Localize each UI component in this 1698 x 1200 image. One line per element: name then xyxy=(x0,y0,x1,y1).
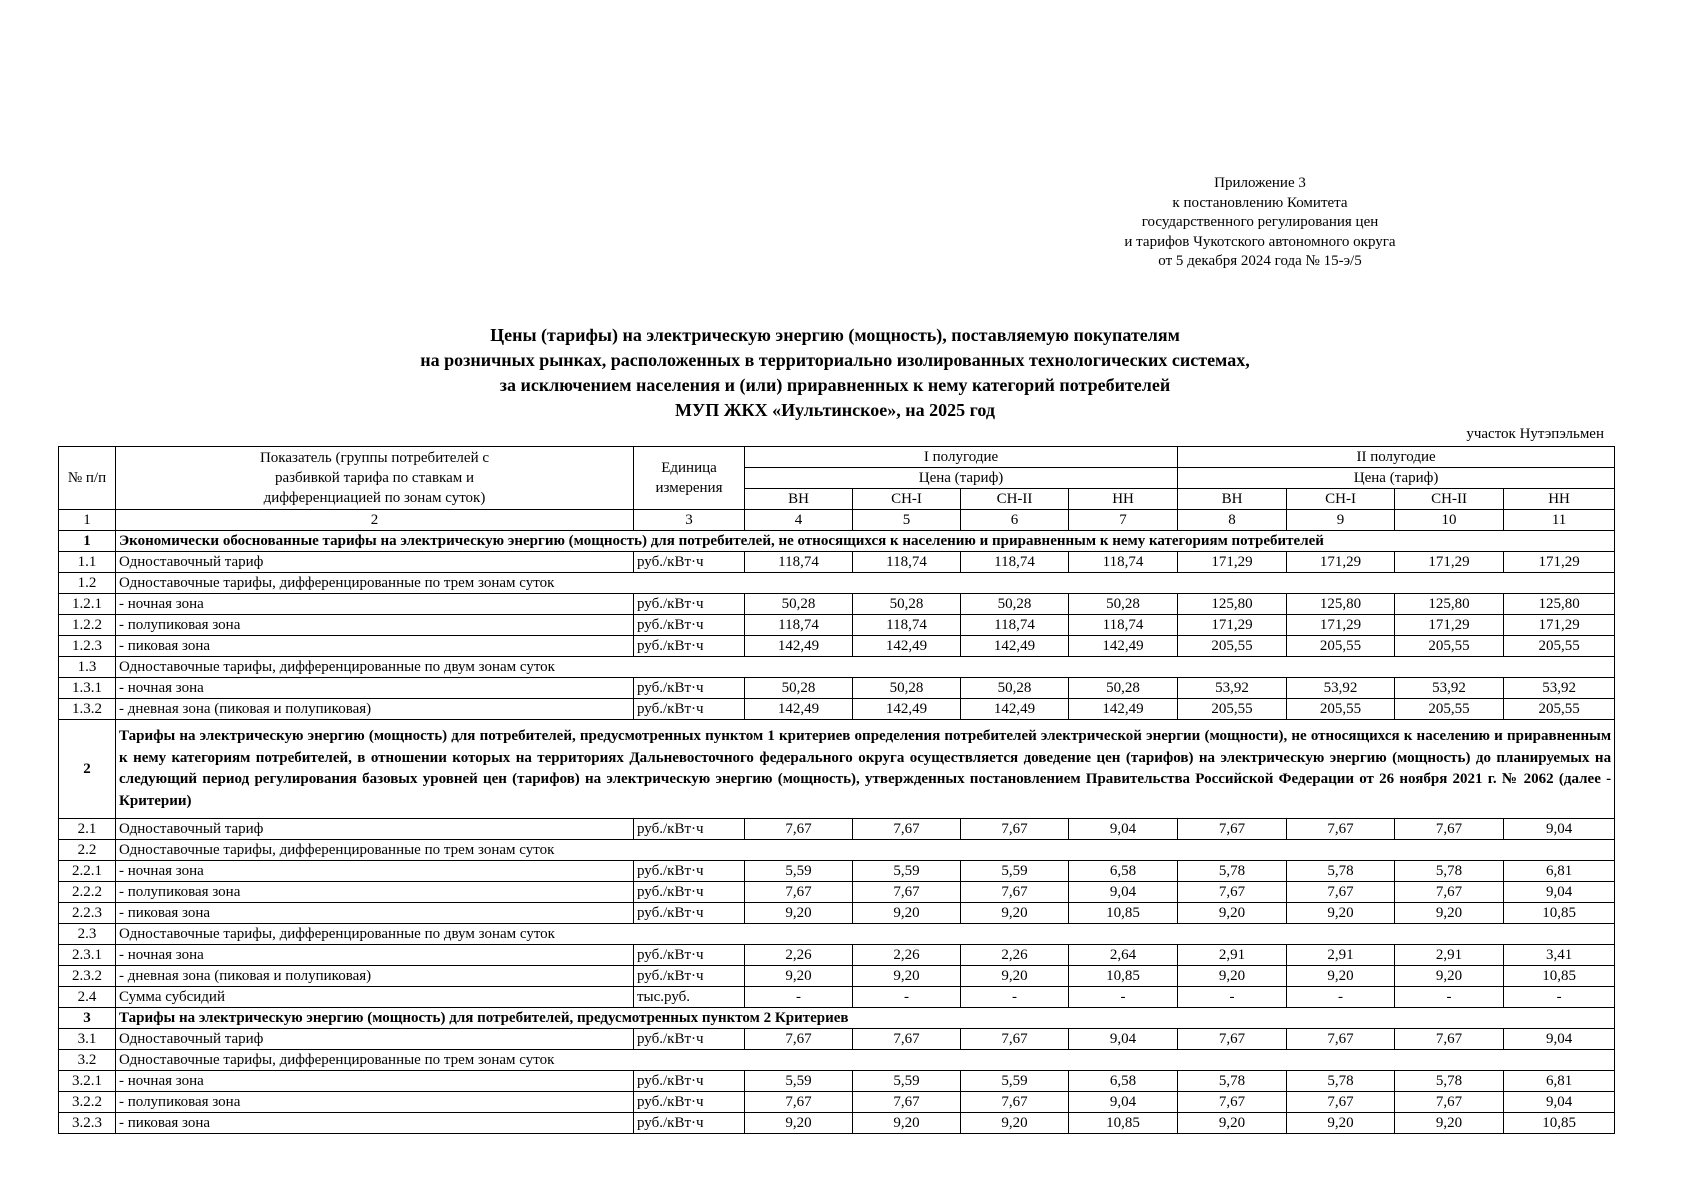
section-heading: Тарифы на электрическую энергию (мощность) для потребителей, предусмотренных пунктом 1 критериев определения потребителей электрической энергии (мощности), не относящихся к населению и приравненным к нему категориям потребителей, в отношении которых на территориях Дальневосточного федерального округа осуществляется доведение цен (тарифов) на электрическую энергию (мощность) до планируемых на следующий период регулирования базовых уровней цен (тарифов) на электрическую энергию (мощность), утвержденных постановлением Правительства Российской Федерации от 26 ноября 2021 г. № 2062 (далее - Критерии) xyxy=(116,720,1615,819)
tariff-value: 171,29 xyxy=(1178,552,1287,573)
tariff-value: - xyxy=(1395,987,1504,1008)
table-row xyxy=(59,657,1615,678)
tariff-value: 7,67 xyxy=(853,882,961,903)
tariff-value: - xyxy=(1178,987,1287,1008)
tariff-value: 9,04 xyxy=(1069,882,1178,903)
tariff-value: 9,20 xyxy=(1178,1113,1287,1134)
row-number: 1.3 xyxy=(59,657,116,678)
row-unit: руб./кВт·ч xyxy=(634,1071,745,1092)
row-label: - пиковая зона xyxy=(116,903,634,924)
appendix-block xyxy=(1090,174,1430,272)
row-number: 3.2 xyxy=(59,1050,116,1071)
tariff-value: 2,91 xyxy=(1178,945,1287,966)
tariff-value: 5,78 xyxy=(1178,861,1287,882)
row-unit: руб./кВт·ч xyxy=(634,1113,745,1134)
tariff-value: 142,49 xyxy=(961,636,1069,657)
tariff-value: 7,67 xyxy=(745,1092,853,1113)
tariff-value: 5,59 xyxy=(745,861,853,882)
row-unit: руб./кВт·ч xyxy=(634,882,745,903)
tariff-value: 5,59 xyxy=(961,861,1069,882)
tariff-value: 118,74 xyxy=(745,615,853,636)
tariff-value: 2,91 xyxy=(1395,945,1504,966)
row-label: - дневная зона (пиковая и полупиковая) xyxy=(116,966,634,987)
tariff-value: 7,67 xyxy=(853,819,961,840)
table-body xyxy=(59,531,1615,1134)
tariff-value: 53,92 xyxy=(1287,678,1395,699)
tariff-value: 205,55 xyxy=(1395,636,1504,657)
table-row xyxy=(59,945,1615,966)
table-row xyxy=(59,903,1615,924)
tariff-value: 9,20 xyxy=(853,966,961,987)
header-voltage-level: ВН xyxy=(745,489,853,510)
table-row xyxy=(59,1008,1615,1029)
tariff-value: 10,85 xyxy=(1069,1113,1178,1134)
row-number: 2.2.2 xyxy=(59,882,116,903)
row-number: 2.1 xyxy=(59,819,116,840)
table-row xyxy=(59,636,1615,657)
tariff-value: 7,67 xyxy=(1287,1029,1395,1050)
tariff-value: 10,85 xyxy=(1069,966,1178,987)
header-column-number: 7 xyxy=(1069,510,1178,531)
row-label: - ночная зона xyxy=(116,945,634,966)
header-column-number: 3 xyxy=(634,510,745,531)
tariff-value: 142,49 xyxy=(961,699,1069,720)
section-label: участок Нутэпэльмен xyxy=(1466,426,1604,442)
tariff-value: 9,20 xyxy=(961,966,1069,987)
tariff-value: 7,67 xyxy=(1395,882,1504,903)
section-heading: Экономически обоснованные тарифы на электрическую энергию (мощность) для потребителей, не относящихся к населению и приравненным к нему категориям потребителей xyxy=(116,531,1615,552)
tariff-value: 50,28 xyxy=(1069,594,1178,615)
tariff-value: 9,20 xyxy=(853,903,961,924)
row-label: - дневная зона (пиковая и полупиковая) xyxy=(116,699,634,720)
tariff-value: 7,67 xyxy=(961,882,1069,903)
row-number: 1.2 xyxy=(59,573,116,594)
table-row xyxy=(59,552,1615,573)
row-unit: руб./кВт·ч xyxy=(634,594,745,615)
tariff-value: 7,67 xyxy=(1395,819,1504,840)
tariff-value: 5,59 xyxy=(853,861,961,882)
table-row xyxy=(59,1092,1615,1113)
tariff-value: - xyxy=(1504,987,1615,1008)
tariff-value: 118,74 xyxy=(853,552,961,573)
tariff-value: 7,67 xyxy=(745,882,853,903)
tariff-value: 50,28 xyxy=(853,678,961,699)
tariff-value: 9,04 xyxy=(1504,1092,1615,1113)
header-voltage-level: ВН xyxy=(1178,489,1287,510)
table-row xyxy=(59,594,1615,615)
row-unit: руб./кВт·ч xyxy=(634,861,745,882)
table-row xyxy=(59,720,1615,819)
tariff-value: 7,67 xyxy=(961,1029,1069,1050)
row-unit: руб./кВт·ч xyxy=(634,678,745,699)
tariff-value: 171,29 xyxy=(1395,615,1504,636)
table-row xyxy=(59,615,1615,636)
header-half-2: II полугодие xyxy=(1178,447,1615,468)
tariff-value: 118,74 xyxy=(961,552,1069,573)
tariff-value: 2,26 xyxy=(961,945,1069,966)
header-column-number: 6 xyxy=(961,510,1069,531)
tariff-value: 50,28 xyxy=(745,678,853,699)
tariff-value: 125,80 xyxy=(1178,594,1287,615)
row-label: - ночная зона xyxy=(116,678,634,699)
tariff-value: 9,20 xyxy=(961,1113,1069,1134)
row-unit: руб./кВт·ч xyxy=(634,615,745,636)
table-row xyxy=(59,924,1615,945)
tariff-value: 5,78 xyxy=(1395,861,1504,882)
table-row xyxy=(59,573,1615,594)
title-line: Цены (тарифы) на электрическую энергию (мощность), поставляемую покупателям xyxy=(490,325,1180,345)
header-price-1: Цена (тариф) xyxy=(745,468,1178,489)
tariff-value: 9,20 xyxy=(1395,903,1504,924)
row-unit: руб./кВт·ч xyxy=(634,1029,745,1050)
tariff-value: 205,55 xyxy=(1287,699,1395,720)
row-number: 1.2.2 xyxy=(59,615,116,636)
section-heading: Тарифы на электрическую энергию (мощность) для потребителей, предусмотренных пунктом 2 Критериев xyxy=(116,1008,1615,1029)
tariff-value: 5,59 xyxy=(853,1071,961,1092)
tariff-value: - xyxy=(853,987,961,1008)
tariff-value: 53,92 xyxy=(1178,678,1287,699)
table-row xyxy=(59,1029,1615,1050)
header-voltage-level: СН-II xyxy=(1395,489,1504,510)
tariff-value: 7,67 xyxy=(1287,1092,1395,1113)
header-column-number: 1 xyxy=(59,510,116,531)
tariff-value: 2,64 xyxy=(1069,945,1178,966)
tariff-value: 7,67 xyxy=(1178,1092,1287,1113)
row-unit: руб./кВт·ч xyxy=(634,903,745,924)
row-unit: руб./кВт·ч xyxy=(634,966,745,987)
row-number: 2.2.3 xyxy=(59,903,116,924)
row-number: 1.3.1 xyxy=(59,678,116,699)
row-number: 3.2.3 xyxy=(59,1113,116,1134)
tariff-value: 9,04 xyxy=(1069,1029,1178,1050)
row-number: 2.2.1 xyxy=(59,861,116,882)
tariff-value: 142,49 xyxy=(1069,636,1178,657)
tariff-value: 5,78 xyxy=(1178,1071,1287,1092)
tariff-value: 7,67 xyxy=(1178,882,1287,903)
tariff-value: 9,20 xyxy=(1395,1113,1504,1134)
header-column-number: 11 xyxy=(1504,510,1615,531)
appendix-line: к постановлению Комитета xyxy=(1172,194,1348,211)
row-label: - ночная зона xyxy=(116,594,634,615)
tariff-value: 9,20 xyxy=(745,1113,853,1134)
table-header xyxy=(59,447,1615,531)
row-number: 1.2.3 xyxy=(59,636,116,657)
row-unit: руб./кВт·ч xyxy=(634,699,745,720)
header-voltage-level: НН xyxy=(1504,489,1615,510)
table-row xyxy=(59,699,1615,720)
row-unit: руб./кВт·ч xyxy=(634,552,745,573)
tariff-value: 205,55 xyxy=(1178,699,1287,720)
tariff-value: 7,67 xyxy=(745,819,853,840)
tariff-value: 125,80 xyxy=(1504,594,1615,615)
tariff-value: 50,28 xyxy=(853,594,961,615)
header-column-number: 2 xyxy=(116,510,634,531)
tariff-value: 171,29 xyxy=(1395,552,1504,573)
subsection-heading: Одноставочные тарифы, дифференцированные по двум зонам суток xyxy=(116,924,1615,945)
tariff-value: 50,28 xyxy=(1069,678,1178,699)
table-row xyxy=(59,678,1615,699)
row-unit: руб./кВт·ч xyxy=(634,819,745,840)
tariff-value: 142,49 xyxy=(745,699,853,720)
tariff-table xyxy=(58,446,1615,1134)
row-number: 2.4 xyxy=(59,987,116,1008)
tariff-value: 7,67 xyxy=(1395,1029,1504,1050)
table-row xyxy=(59,1071,1615,1092)
tariff-value: 9,20 xyxy=(745,903,853,924)
tariff-value: 7,67 xyxy=(1178,1029,1287,1050)
tariff-value: 7,67 xyxy=(1178,819,1287,840)
row-label: - полупиковая зона xyxy=(116,882,634,903)
header-indicator: Показатель (группы потребителей с разбивкой тарифа по ставкам и дифференциацией по зонам суток) xyxy=(116,447,634,510)
tariff-value: 50,28 xyxy=(961,594,1069,615)
tariff-value: 6,58 xyxy=(1069,1071,1178,1092)
header-voltage-level: СН-II xyxy=(961,489,1069,510)
tariff-value: 9,04 xyxy=(1504,882,1615,903)
tariff-value: 142,49 xyxy=(853,636,961,657)
tariff-value: 9,04 xyxy=(1069,1092,1178,1113)
row-unit: руб./кВт·ч xyxy=(634,636,745,657)
table-row xyxy=(59,882,1615,903)
header-column-number: 8 xyxy=(1178,510,1287,531)
header-price-2: Цена (тариф) xyxy=(1178,468,1615,489)
tariff-value: 9,20 xyxy=(1395,966,1504,987)
tariff-value: 9,20 xyxy=(745,966,853,987)
tariff-value: 142,49 xyxy=(853,699,961,720)
tariff-value: 7,67 xyxy=(961,1092,1069,1113)
row-number: 1.1 xyxy=(59,552,116,573)
row-number: 2.3.1 xyxy=(59,945,116,966)
tariff-value: - xyxy=(745,987,853,1008)
tariff-value: 3,41 xyxy=(1504,945,1615,966)
tariff-value: 9,20 xyxy=(1178,966,1287,987)
row-number: 3.2.1 xyxy=(59,1071,116,1092)
row-label: Одноставочный тариф xyxy=(116,1029,634,1050)
title-line: МУП ЖКХ «Иультинское», на 2025 год xyxy=(675,400,995,420)
table-row xyxy=(59,987,1615,1008)
row-unit: руб./кВт·ч xyxy=(634,945,745,966)
row-label: - пиковая зона xyxy=(116,636,634,657)
tariff-value: 5,78 xyxy=(1395,1071,1504,1092)
row-label: Одноставочный тариф xyxy=(116,819,634,840)
tariff-value: - xyxy=(961,987,1069,1008)
tariff-value: 171,29 xyxy=(1287,615,1395,636)
header-column-number: 5 xyxy=(853,510,961,531)
tariff-value: - xyxy=(1069,987,1178,1008)
row-number: 2.3 xyxy=(59,924,116,945)
tariff-value: 9,20 xyxy=(1287,966,1395,987)
header-voltage-level: СН-I xyxy=(1287,489,1395,510)
tariff-value: 118,74 xyxy=(1069,615,1178,636)
tariff-value: 7,67 xyxy=(853,1029,961,1050)
tariff-value: 171,29 xyxy=(1178,615,1287,636)
appendix-line: Приложение 3 xyxy=(1214,175,1306,191)
table-row xyxy=(59,840,1615,861)
table-row xyxy=(59,1113,1615,1134)
row-label: Сумма субсидий xyxy=(116,987,634,1008)
tariff-value: 205,55 xyxy=(1395,699,1504,720)
title-line: за исключением населения и (или) приравненных к нему категорий потребителей xyxy=(499,375,1171,395)
title-line: на розничных рынках, расположенных в территориально изолированных технологических системах, xyxy=(420,350,1250,370)
row-number: 3.2.2 xyxy=(59,1092,116,1113)
tariff-value: 2,26 xyxy=(745,945,853,966)
tariff-value: 171,29 xyxy=(1504,552,1615,573)
header-column-number: 10 xyxy=(1395,510,1504,531)
tariff-value: 6,81 xyxy=(1504,861,1615,882)
tariff-value: 7,67 xyxy=(853,1092,961,1113)
tariff-value: 118,74 xyxy=(745,552,853,573)
tariff-value: 9,04 xyxy=(1504,819,1615,840)
tariff-value: 5,59 xyxy=(745,1071,853,1092)
tariff-value: 5,78 xyxy=(1287,861,1395,882)
table-row xyxy=(59,1050,1615,1071)
row-number: 3.1 xyxy=(59,1029,116,1050)
tariff-value: 7,67 xyxy=(1287,819,1395,840)
tariff-value: 142,49 xyxy=(1069,699,1178,720)
header-column-number: 9 xyxy=(1287,510,1395,531)
tariff-value: 10,85 xyxy=(1504,903,1615,924)
row-number: 1 xyxy=(59,531,116,552)
document-title xyxy=(240,323,1430,423)
row-number: 2.3.2 xyxy=(59,966,116,987)
subsection-heading: Одноставочные тарифы, дифференцированные по трем зонам суток xyxy=(116,1050,1615,1071)
table-row xyxy=(59,966,1615,987)
tariff-value: 205,55 xyxy=(1504,636,1615,657)
header-voltage-level: СН-I xyxy=(853,489,961,510)
tariff-value: 118,74 xyxy=(853,615,961,636)
tariff-value: 7,67 xyxy=(745,1029,853,1050)
subsection-heading: Одноставочные тарифы, дифференцированные по двум зонам суток xyxy=(116,657,1615,678)
tariff-value: 10,85 xyxy=(1504,1113,1615,1134)
tariff-value: 7,67 xyxy=(1287,882,1395,903)
tariff-value: 118,74 xyxy=(961,615,1069,636)
tariff-value: 171,29 xyxy=(1287,552,1395,573)
row-label: - пиковая зона xyxy=(116,1113,634,1134)
header-num: № п/п xyxy=(59,447,116,510)
tariff-value: 2,91 xyxy=(1287,945,1395,966)
tariff-value: 7,67 xyxy=(1395,1092,1504,1113)
tariff-value: 7,67 xyxy=(961,819,1069,840)
appendix-line: от 5 декабря 2024 года № 15-э/5 xyxy=(1158,253,1362,269)
table-row xyxy=(59,531,1615,552)
tariff-value: 205,55 xyxy=(1178,636,1287,657)
tariff-value: 10,85 xyxy=(1504,966,1615,987)
header-column-number: 4 xyxy=(745,510,853,531)
row-number: 1.3.2 xyxy=(59,699,116,720)
row-label: - ночная зона xyxy=(116,861,634,882)
tariff-value: 142,49 xyxy=(745,636,853,657)
tariff-value: 205,55 xyxy=(1504,699,1615,720)
tariff-value: 9,20 xyxy=(1287,903,1395,924)
tariff-value: 9,20 xyxy=(1178,903,1287,924)
appendix-line: государственного регулирования цен xyxy=(1141,214,1379,230)
row-label: - полупиковая зона xyxy=(116,615,634,636)
tariff-value: 9,04 xyxy=(1069,819,1178,840)
table-row xyxy=(59,861,1615,882)
tariff-value: 5,78 xyxy=(1287,1071,1395,1092)
tariff-value: 5,59 xyxy=(961,1071,1069,1092)
appendix-line: и тарифов Чукотского автономного округа xyxy=(1124,233,1396,250)
tariff-value: 6,58 xyxy=(1069,861,1178,882)
tariff-value: 10,85 xyxy=(1069,903,1178,924)
tariff-value: 9,20 xyxy=(961,903,1069,924)
row-unit: тыс.руб. xyxy=(634,987,745,1008)
tariff-value: 50,28 xyxy=(745,594,853,615)
row-number: 2.2 xyxy=(59,840,116,861)
tariff-value: 53,92 xyxy=(1504,678,1615,699)
header-voltage-level: НН xyxy=(1069,489,1178,510)
tariff-value: 2,26 xyxy=(853,945,961,966)
row-label: - ночная зона xyxy=(116,1071,634,1092)
tariff-value: 50,28 xyxy=(961,678,1069,699)
row-label: - полупиковая зона xyxy=(116,1092,634,1113)
subsection-heading: Одноставочные тарифы, дифференцированные по трем зонам суток xyxy=(116,573,1615,594)
row-unit: руб./кВт·ч xyxy=(634,1092,745,1113)
tariff-value: 125,80 xyxy=(1395,594,1504,615)
row-number: 2 xyxy=(59,720,116,819)
tariff-value: 9,20 xyxy=(853,1113,961,1134)
table-row xyxy=(59,819,1615,840)
tariff-value: 171,29 xyxy=(1504,615,1615,636)
row-number: 1.2.1 xyxy=(59,594,116,615)
tariff-value: 125,80 xyxy=(1287,594,1395,615)
tariff-value: 9,04 xyxy=(1504,1029,1615,1050)
tariff-value: 6,81 xyxy=(1504,1071,1615,1092)
header-unit: Единица измерения xyxy=(634,447,745,510)
header-half-1: I полугодие xyxy=(745,447,1178,468)
subsection-heading: Одноставочные тарифы, дифференцированные по трем зонам суток xyxy=(116,840,1615,861)
tariff-value: 205,55 xyxy=(1287,636,1395,657)
tariff-value: 9,20 xyxy=(1287,1113,1395,1134)
tariff-value: 53,92 xyxy=(1395,678,1504,699)
row-label: Одноставочный тариф xyxy=(116,552,634,573)
row-number: 3 xyxy=(59,1008,116,1029)
tariff-value: 118,74 xyxy=(1069,552,1178,573)
tariff-value: - xyxy=(1287,987,1395,1008)
